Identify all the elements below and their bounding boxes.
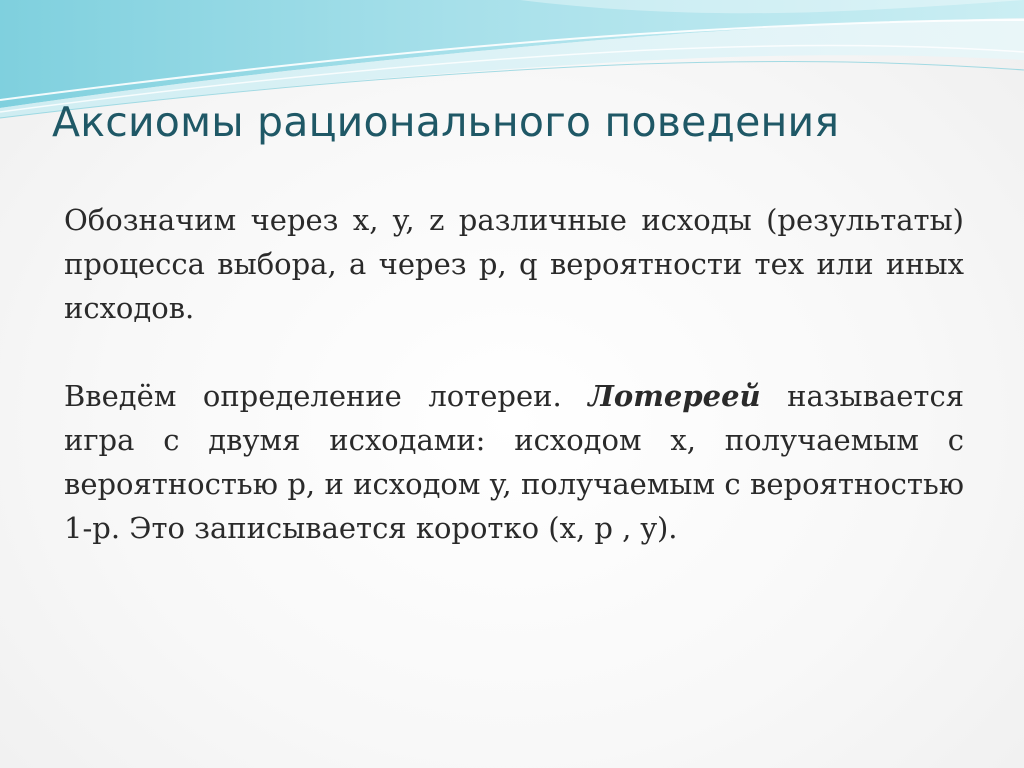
lottery-definition-text: называется игра с двумя исходами: исходом x, получаемым с вероятностью p, и исходом y, получаемым с вероятностью 1-p. Это записывается коротко (x, p , y). <box>64 379 964 545</box>
lottery-term: Лотереей <box>588 379 761 413</box>
paragraph-lottery-definition <box>64 374 964 550</box>
slide-body <box>64 198 964 550</box>
lottery-intro-text: Введём определение лотереи. <box>64 379 589 413</box>
slide-title: Аксиомы рационального поведения <box>52 98 840 146</box>
paragraph-outcomes: Обозначим через x, y, z различные исходы (результаты) процесса выбора, а через p, q вероятности тех или иных исходов. <box>64 203 964 325</box>
